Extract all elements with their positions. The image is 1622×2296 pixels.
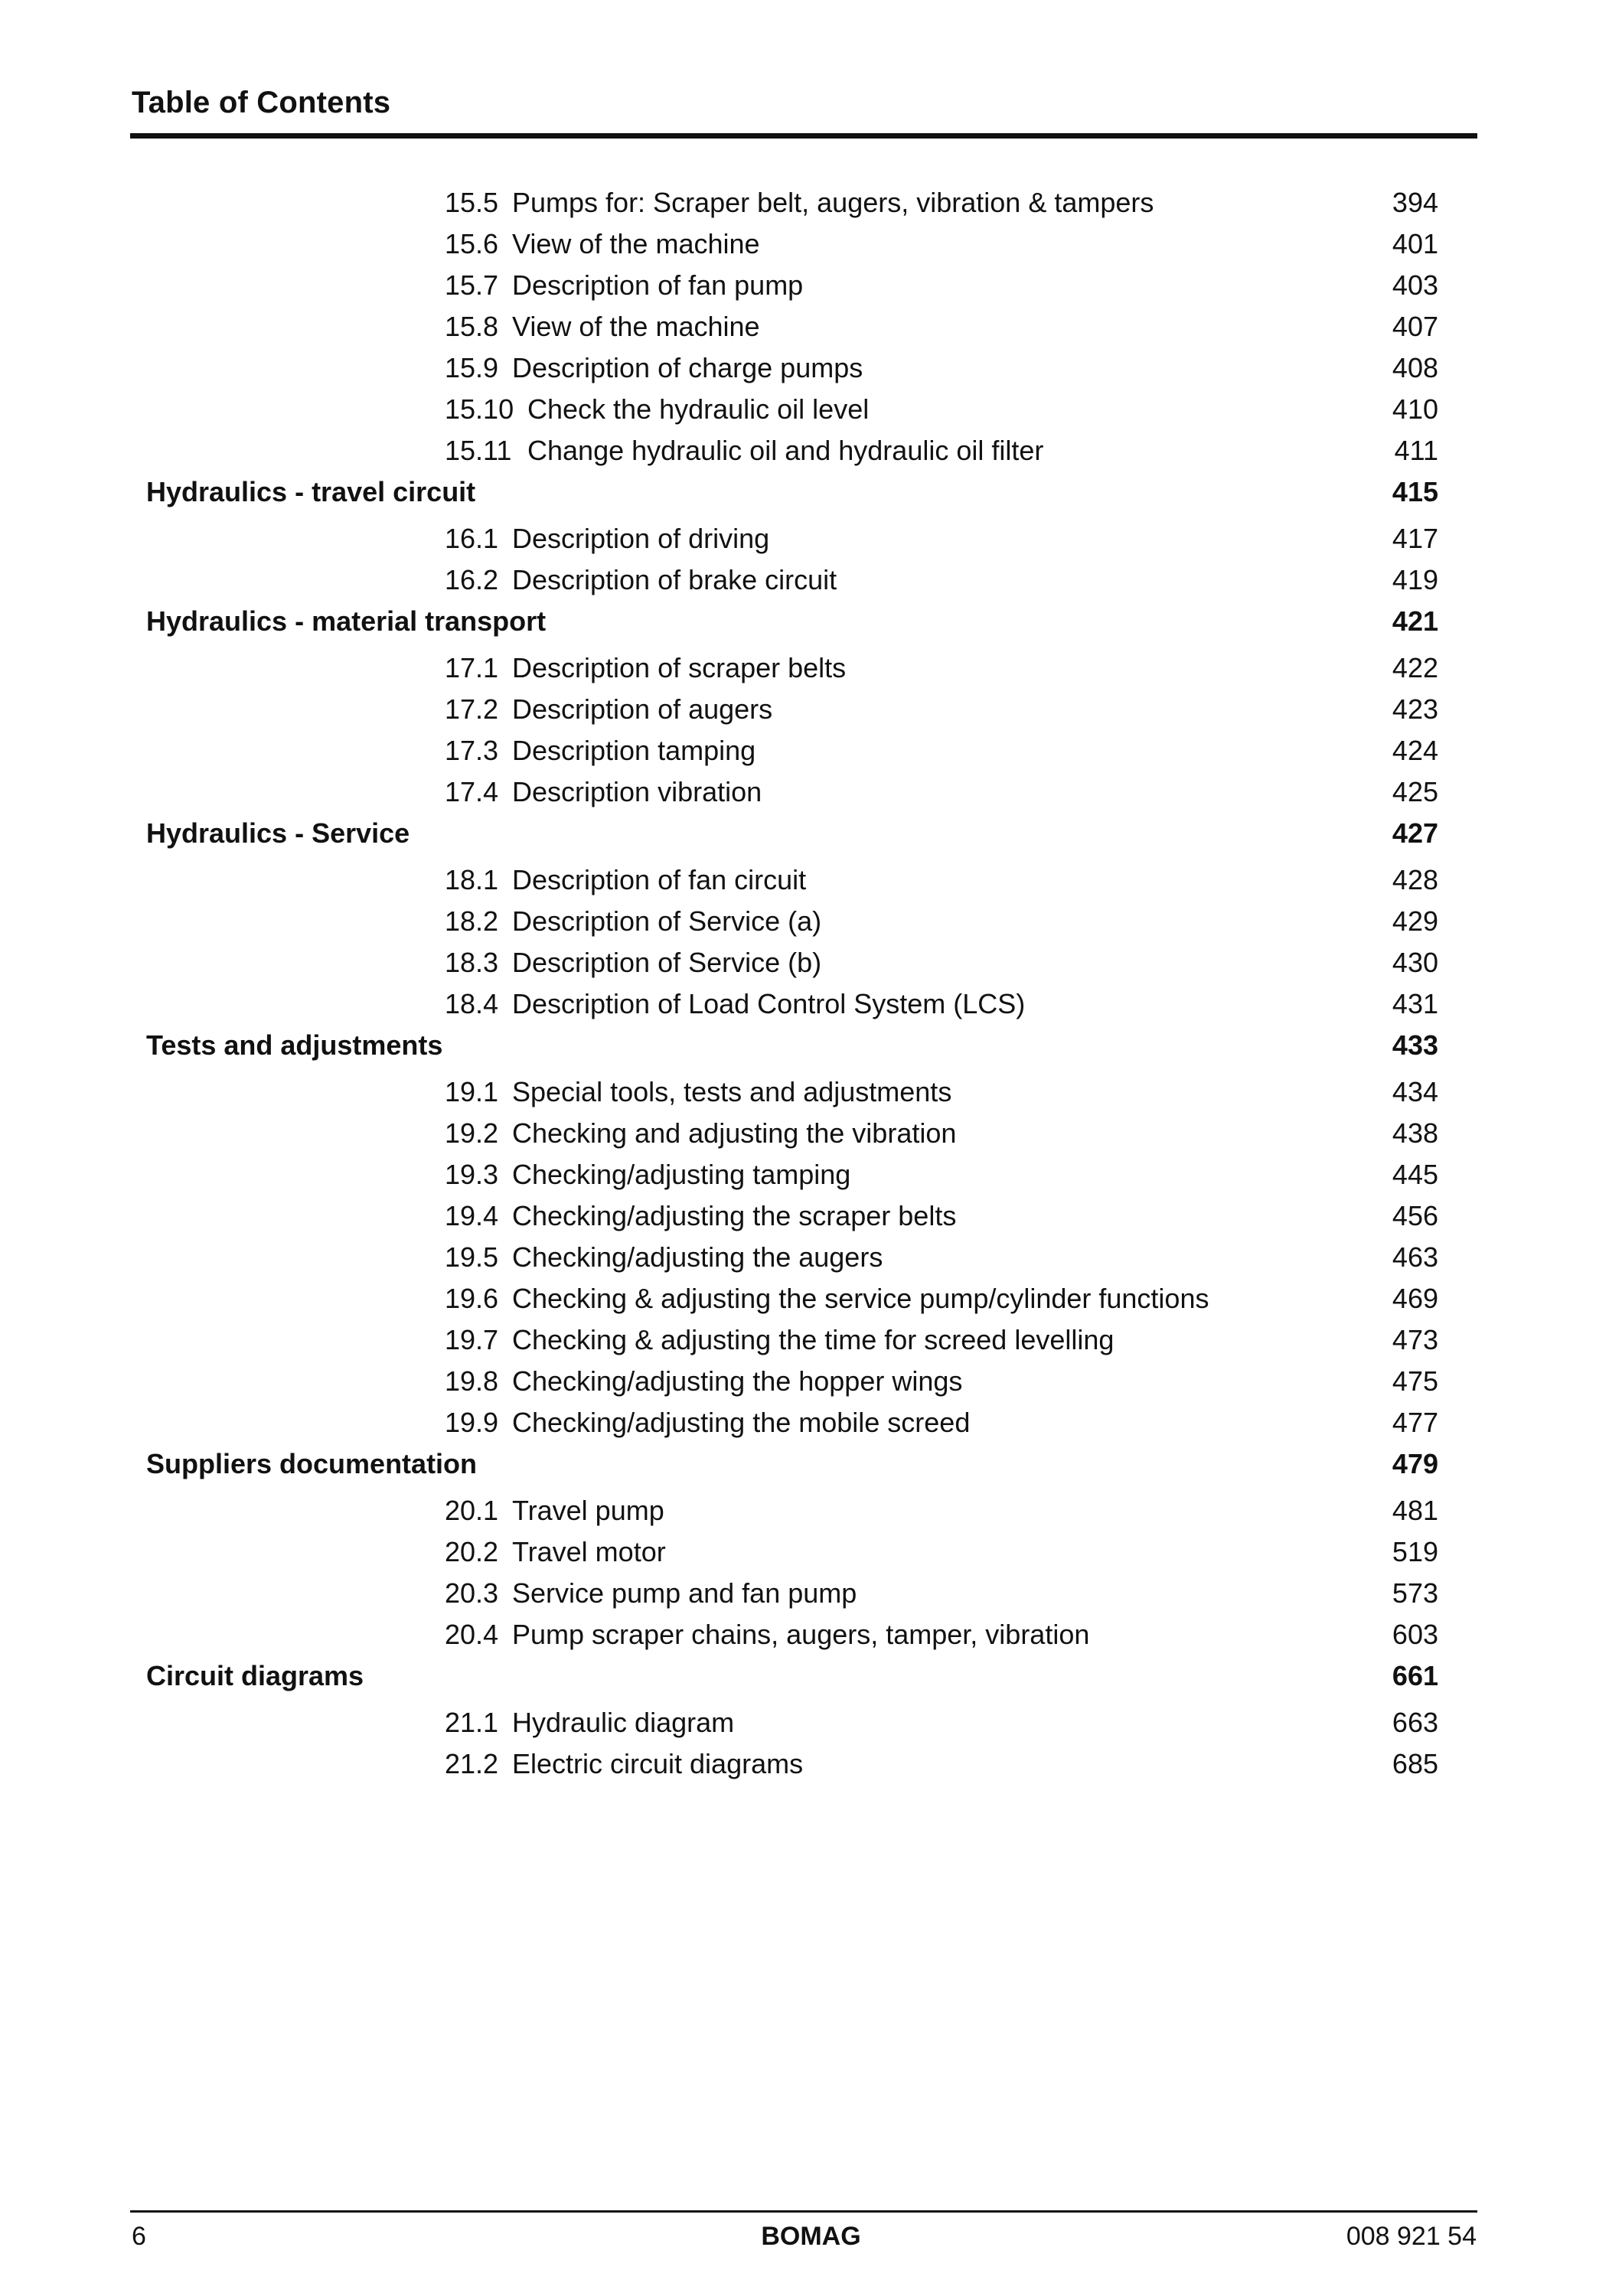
toc-entry[interactable] <box>0 306 1622 347</box>
toc-page-number: 401 <box>1392 228 1438 259</box>
toc-page-number: 456 <box>1392 1200 1438 1231</box>
toc-entry[interactable] <box>0 1402 1622 1443</box>
toc-page-number: 425 <box>1392 776 1438 807</box>
toc-page-number: 663 <box>1392 1707 1438 1738</box>
toc-entry-title: Hydraulic diagram <box>512 1707 735 1738</box>
toc-entry-title: Check the hydraulic oil level <box>527 393 870 425</box>
toc-entry[interactable] <box>0 689 1622 730</box>
toc-entry-title: Description of Service (a) <box>512 905 822 937</box>
toc-entry[interactable] <box>0 223 1622 265</box>
toc-page-number: 445 <box>1392 1159 1438 1190</box>
toc-entry-title: Checking/adjusting the scraper belts <box>512 1200 957 1231</box>
toc-entry-title: Checking/adjusting the hopper wings <box>512 1365 963 1397</box>
toc-page-number: 685 <box>1392 1748 1438 1779</box>
toc-page-number: 422 <box>1392 652 1438 683</box>
toc-entry-title: Description of scraper belts <box>512 652 847 683</box>
toc-entry[interactable] <box>0 1319 1622 1361</box>
toc-entry-number: 15.6 <box>445 228 499 259</box>
toc-entry-number: 17.2 <box>445 693 499 725</box>
toc-page-number: 475 <box>1392 1365 1438 1397</box>
toc-entry[interactable] <box>0 1071 1622 1113</box>
toc-entry-title: Checking & adjusting the time for screed levelling <box>512 1324 1115 1355</box>
toc-page-number: 410 <box>1392 393 1438 425</box>
toc-entry-title: Travel motor <box>512 1536 666 1567</box>
toc-page-number: 479 <box>1392 1448 1438 1479</box>
toc-entry-number: 18.4 <box>445 988 499 1019</box>
toc-entry-number: 19.9 <box>445 1407 499 1438</box>
toc-entry[interactable] <box>0 771 1622 813</box>
toc-entry[interactable] <box>0 647 1622 689</box>
toc-entry-number: 19.7 <box>445 1324 499 1355</box>
toc-entry-title: Checking/adjusting the mobile screed <box>512 1407 971 1438</box>
toc-chapter[interactable] <box>0 1025 1622 1066</box>
toc-entry-title: Checking & adjusting the service pump/cylinder functions <box>512 1283 1209 1314</box>
toc-entry-number: 21.1 <box>445 1707 499 1738</box>
toc-page-number: 427 <box>1392 817 1438 849</box>
toc-entry-number: 20.2 <box>445 1536 499 1567</box>
toc-entry-number: 19.4 <box>445 1200 499 1231</box>
toc-page-number: 407 <box>1392 311 1438 342</box>
toc-entry-title: Description of charge pumps <box>512 352 863 383</box>
toc-chapter-title: Hydraulics - material transport <box>146 605 547 637</box>
toc-entry-number: 19.3 <box>445 1159 499 1190</box>
toc-entry[interactable] <box>0 730 1622 771</box>
toc-entry-title: Service pump and fan pump <box>512 1577 857 1609</box>
toc-entry-title: Checking/adjusting the augers <box>512 1241 883 1273</box>
toc-entry[interactable] <box>0 559 1622 601</box>
toc-entry-title: Travel pump <box>512 1495 664 1526</box>
toc-page-number: 428 <box>1392 864 1438 895</box>
toc-entry-number: 19.6 <box>445 1283 499 1314</box>
toc-page-number: 403 <box>1392 269 1438 301</box>
toc-page-number: 423 <box>1392 693 1438 725</box>
toc-entry[interactable] <box>0 1573 1622 1614</box>
toc-entry-title: Description of driving <box>512 523 770 554</box>
toc-entry-number: 18.3 <box>445 947 499 978</box>
toc-entry-title: Electric circuit diagrams <box>512 1748 804 1779</box>
toc-entry-title: Description of fan pump <box>512 269 804 301</box>
toc-entry-title: Change hydraulic oil and hydraulic oil filter <box>527 435 1044 466</box>
toc-entry-number: 19.5 <box>445 1241 499 1273</box>
toc-entry-number: 17.3 <box>445 735 499 766</box>
toc-entry-number: 15.10 <box>445 393 514 425</box>
toc-entry-number: 20.4 <box>445 1619 499 1650</box>
toc-chapter-title: Suppliers documentation <box>146 1448 478 1479</box>
toc-page-number: 394 <box>1392 187 1438 218</box>
toc-page-number: 473 <box>1392 1324 1438 1355</box>
header-divider <box>130 133 1477 139</box>
toc-page-number: 438 <box>1392 1117 1438 1149</box>
toc-entry-title: Description of fan circuit <box>512 864 807 895</box>
toc-page-number: 417 <box>1392 523 1438 554</box>
toc-page-number: 434 <box>1392 1076 1438 1107</box>
toc-entry-number: 18.2 <box>445 905 499 937</box>
toc-entry-number: 17.4 <box>445 776 499 807</box>
toc-chapter[interactable] <box>0 471 1622 513</box>
toc-page-number: 430 <box>1392 947 1438 978</box>
toc-entry[interactable] <box>0 942 1622 983</box>
toc-entry-number: 21.2 <box>445 1748 499 1779</box>
toc-page-number: 477 <box>1392 1407 1438 1438</box>
toc-entry[interactable] <box>0 983 1622 1025</box>
toc-page-number: 519 <box>1392 1536 1438 1567</box>
toc-entry-title: Description of augers <box>512 693 773 725</box>
toc-chapter[interactable] <box>0 1443 1622 1485</box>
footer-page-number: 6 <box>132 2222 146 2251</box>
toc-entry[interactable] <box>0 1195 1622 1237</box>
toc-page-number: 573 <box>1392 1577 1438 1609</box>
toc-entry-number: 19.2 <box>445 1117 499 1149</box>
toc-page-number: 415 <box>1392 476 1438 507</box>
toc-entry[interactable] <box>0 1743 1622 1785</box>
toc-entry-number: 18.1 <box>445 864 499 895</box>
toc-entry-title: Special tools, tests and adjustments <box>512 1076 952 1107</box>
toc-entry[interactable] <box>0 182 1622 223</box>
toc-entry-number: 20.1 <box>445 1495 499 1526</box>
toc-entry-title: Description of Service (b) <box>512 947 822 978</box>
toc-page-number: 433 <box>1392 1029 1438 1061</box>
toc-entry[interactable] <box>0 265 1622 306</box>
toc-entry-title: Pump scraper chains, augers, tamper, vibration <box>512 1619 1090 1650</box>
toc-chapter[interactable] <box>0 813 1622 854</box>
toc-page-number: 481 <box>1392 1495 1438 1526</box>
toc-entry[interactable] <box>0 1154 1622 1195</box>
toc-entry-title: Description of brake circuit <box>512 564 837 595</box>
toc-page-number: 429 <box>1392 905 1438 937</box>
toc-entry[interactable] <box>0 1237 1622 1278</box>
toc-chapter-title: Circuit diagrams <box>146 1660 364 1691</box>
toc-entry-number: 15.11 <box>445 435 512 466</box>
toc-page-number: 411 <box>1394 435 1438 466</box>
footer-brand: BOMAG <box>761 2222 861 2251</box>
footer-divider <box>130 2210 1477 2213</box>
toc-entry[interactable] <box>0 1113 1622 1154</box>
toc-entry-number: 20.3 <box>445 1577 499 1609</box>
toc-chapter[interactable] <box>0 601 1622 642</box>
toc-page-number: 603 <box>1392 1619 1438 1650</box>
toc-page-number: 424 <box>1392 735 1438 766</box>
footer-doc-number: 008 921 54 <box>1346 2222 1477 2251</box>
toc-entry-title: Description vibration <box>512 776 762 807</box>
toc-entry[interactable] <box>0 901 1622 942</box>
toc-chapter-title: Hydraulics - Service <box>146 817 410 849</box>
toc-entry-title: Description tamping <box>512 735 756 766</box>
toc-page-number: 463 <box>1392 1241 1438 1273</box>
toc-entry[interactable] <box>0 1531 1622 1573</box>
table-of-contents <box>0 182 1622 1785</box>
toc-page-number: 419 <box>1392 564 1438 595</box>
toc-entry[interactable] <box>0 1490 1622 1531</box>
toc-page-number: 421 <box>1392 605 1438 637</box>
toc-entry-title: Pumps for: Scraper belt, augers, vibration & tampers <box>512 187 1154 218</box>
toc-entry-title: Checking and adjusting the vibration <box>512 1117 957 1149</box>
toc-page-number: 661 <box>1392 1660 1438 1691</box>
toc-entry[interactable] <box>0 518 1622 559</box>
toc-chapter[interactable] <box>0 1655 1622 1697</box>
toc-entry-number: 15.8 <box>445 311 499 342</box>
toc-entry[interactable] <box>0 859 1622 901</box>
toc-entry-number: 19.1 <box>445 1076 499 1107</box>
toc-entry-number: 16.2 <box>445 564 499 595</box>
toc-page-number: 469 <box>1392 1283 1438 1314</box>
toc-entry-number: 15.5 <box>445 187 499 218</box>
toc-entry-title: View of the machine <box>512 228 760 259</box>
toc-entry-title: View of the machine <box>512 311 760 342</box>
toc-entry[interactable] <box>0 1361 1622 1402</box>
toc-entry[interactable] <box>0 430 1622 471</box>
toc-entry-number: 17.1 <box>445 652 499 683</box>
toc-entry[interactable] <box>0 1702 1622 1743</box>
toc-chapter-title: Tests and adjustments <box>146 1029 443 1061</box>
toc-entry-number: 15.9 <box>445 352 499 383</box>
toc-page-number: 408 <box>1392 352 1438 383</box>
toc-entry-title: Description of Load Control System (LCS) <box>512 988 1026 1019</box>
toc-entry-number: 15.7 <box>445 269 499 301</box>
page-title: Table of Contents <box>132 86 391 119</box>
toc-entry[interactable] <box>0 347 1622 389</box>
toc-entry-title: Checking/adjusting tamping <box>512 1159 851 1190</box>
toc-entry[interactable] <box>0 1614 1622 1655</box>
toc-entry[interactable] <box>0 1278 1622 1319</box>
toc-page-number: 431 <box>1392 988 1438 1019</box>
toc-entry[interactable] <box>0 389 1622 430</box>
toc-entry-number: 19.8 <box>445 1365 499 1397</box>
toc-chapter-title: Hydraulics - travel circuit <box>146 476 476 507</box>
toc-entry-number: 16.1 <box>445 523 499 554</box>
